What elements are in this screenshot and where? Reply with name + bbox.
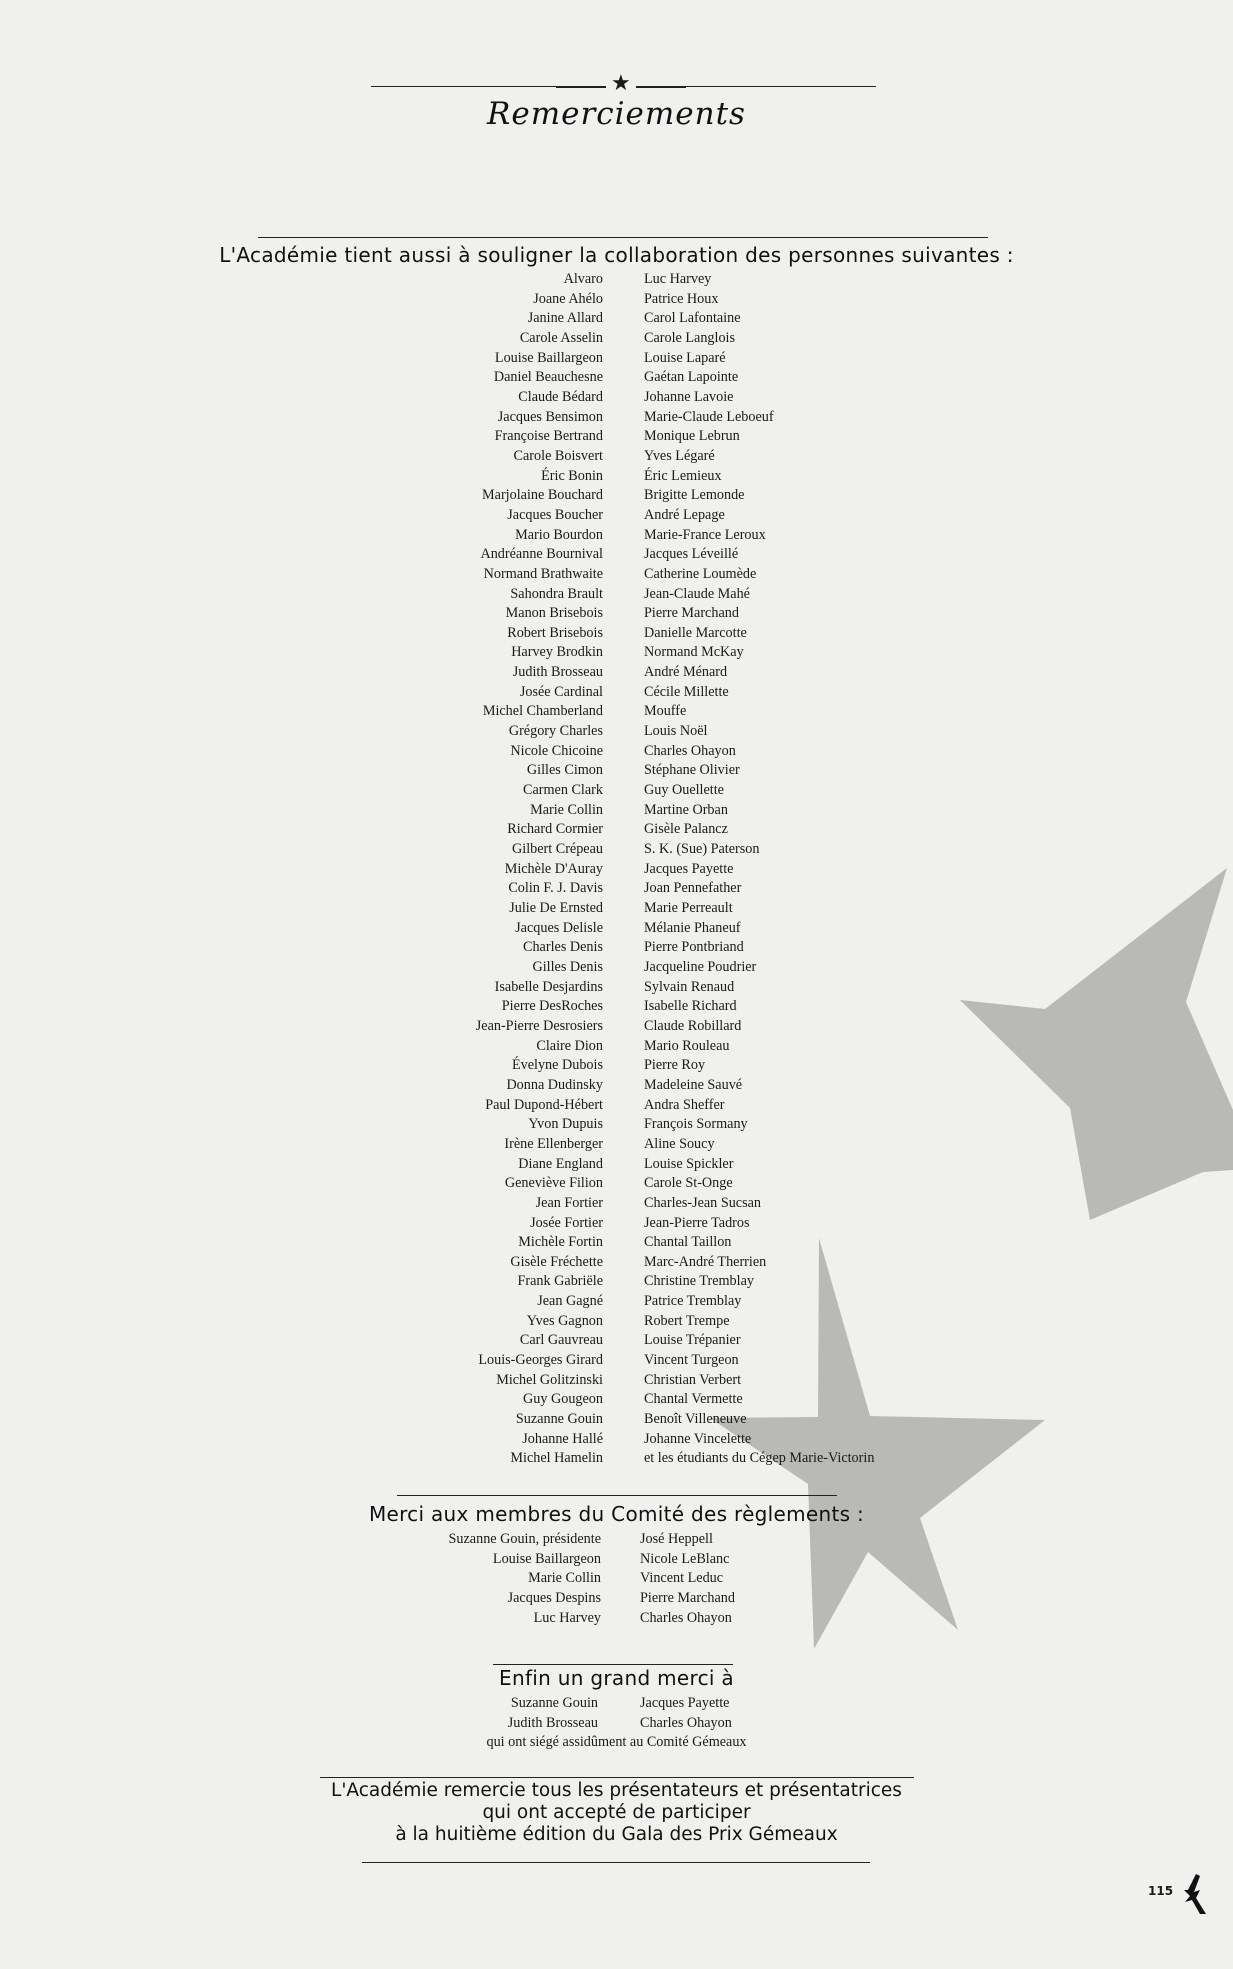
name-entry: Michel Chamberland bbox=[482, 703, 603, 720]
name-entry: Nicole LeBlanc bbox=[640, 1550, 730, 1567]
name-entry: Robert Trempe bbox=[644, 1312, 730, 1329]
name-entry: Marie Perreault bbox=[644, 900, 733, 916]
section-rule-closing bbox=[320, 1777, 914, 1778]
name-entry: Guy Gougeon bbox=[523, 1391, 603, 1408]
name-entry: Louise Baillargeon bbox=[492, 1550, 601, 1567]
star-shape-upper bbox=[960, 868, 1233, 1220]
name-entry: Alvaro bbox=[563, 271, 603, 287]
name-entry: Jacques Payette bbox=[644, 860, 734, 877]
name-entry: Pierre Marchand bbox=[640, 1589, 735, 1606]
final-thanks-heading: Enfin un grand merci à bbox=[499, 1666, 734, 1690]
name-entry: Grégory Charles bbox=[508, 723, 603, 740]
name-entry: Carol Lafontaine bbox=[644, 310, 741, 327]
name-entry: Michèle Fortin bbox=[518, 1234, 603, 1251]
name-entry: Suzanne Gouin bbox=[510, 1695, 598, 1711]
name-entry: Michel Hamelin bbox=[510, 1450, 603, 1467]
title-rule-accent bbox=[556, 86, 606, 88]
name-entry: Louis Noël bbox=[644, 723, 708, 740]
committee-right-column bbox=[640, 1530, 735, 1628]
name-entry: Normand McKay bbox=[644, 644, 744, 661]
name-entry: Suzanne Gouin bbox=[515, 1411, 603, 1428]
section-rule-committee bbox=[397, 1495, 837, 1496]
name-entry: Aline Soucy bbox=[644, 1135, 715, 1152]
name-entry: Colin F. J. Davis bbox=[508, 880, 603, 897]
name-entry: Louis-Georges Girard bbox=[478, 1352, 603, 1369]
name-entry: Pierre DesRoches bbox=[501, 998, 603, 1015]
name-entry: Vincent Turgeon bbox=[644, 1352, 739, 1369]
section-rule-final-thanks bbox=[493, 1664, 733, 1665]
name-entry: Charles Denis bbox=[523, 939, 603, 956]
name-entry: Danielle Marcotte bbox=[644, 624, 747, 641]
name-entry: Sylvain Renaud bbox=[644, 978, 735, 995]
name-entry: Évelyne Dubois bbox=[511, 1057, 603, 1074]
name-entry: Sahondra Brault bbox=[510, 585, 603, 602]
name-entry: Louise Trépanier bbox=[644, 1332, 741, 1349]
name-entry: Marjolaine Bouchard bbox=[482, 487, 603, 504]
name-entry: Éric Lemieux bbox=[644, 467, 722, 484]
name-entry: Judith Brosseau bbox=[507, 1714, 598, 1731]
collaboration-left-column bbox=[476, 270, 603, 1469]
name-entry: Carmen Clark bbox=[523, 782, 603, 799]
section-rule-bottom bbox=[362, 1862, 870, 1863]
name-entry: Richard Cormier bbox=[507, 821, 603, 838]
name-entry: André Ménard bbox=[644, 664, 728, 681]
name-entry: Madeleine Sauvé bbox=[644, 1076, 743, 1093]
name-entry: Judith Brosseau bbox=[512, 664, 603, 681]
name-entry: Isabelle Richard bbox=[644, 998, 737, 1015]
name-entry: Andra Sheffer bbox=[644, 1096, 725, 1113]
name-entry: Jacques Boucher bbox=[507, 506, 603, 523]
section-rule-collaboration bbox=[258, 237, 988, 238]
name-entry: Mario Bourdon bbox=[515, 526, 603, 543]
name-entry: Jacques Bensimon bbox=[497, 408, 603, 425]
name-entry: Cécile Millette bbox=[644, 683, 729, 700]
academy-logo-icon bbox=[1182, 1872, 1208, 1916]
name-entry: Catherine Loumède bbox=[644, 565, 757, 582]
name-entry: Nicole Chicoine bbox=[510, 742, 603, 759]
name-entry: Claire Dion bbox=[536, 1037, 603, 1054]
name-entry: Normand Brathwaite bbox=[483, 565, 603, 582]
name-entry: José Heppell bbox=[640, 1531, 713, 1547]
title-rule-right bbox=[636, 86, 876, 87]
closing-line-3: à la huitième édition du Gala des Prix Gémeaux bbox=[395, 1824, 838, 1845]
name-entry: Pierre Marchand bbox=[644, 605, 739, 622]
name-entry: Johanne Lavoie bbox=[644, 388, 734, 405]
name-entry: Jacques Despins bbox=[507, 1589, 601, 1606]
name-entry: Marie Collin bbox=[530, 801, 603, 818]
name-entry: Jacques Delisle bbox=[515, 919, 603, 936]
closing-message bbox=[0, 1780, 1233, 1846]
name-entry: Marie-Claude Leboeuf bbox=[644, 408, 774, 425]
name-entry: Louise Laparé bbox=[644, 349, 726, 366]
name-entry: Michel Golitzinski bbox=[496, 1371, 603, 1388]
name-entry: Chantal Taillon bbox=[644, 1234, 732, 1251]
name-entry: Carole Boisvert bbox=[513, 447, 603, 464]
name-entry: Donna Dudinsky bbox=[506, 1076, 603, 1093]
star-icon: ★ bbox=[611, 70, 631, 95]
name-entry: Josée Cardinal bbox=[519, 683, 603, 700]
name-entry: Janine Allard bbox=[527, 310, 603, 327]
name-entry: Louise Baillargeon bbox=[494, 349, 603, 366]
name-entry: Gisèle Fréchette bbox=[510, 1253, 603, 1270]
name-entry: Claude Bédard bbox=[518, 388, 603, 405]
name-entry: Diane England bbox=[518, 1155, 603, 1172]
name-entry: Martine Orban bbox=[644, 801, 728, 818]
name-entry: Patrice Tremblay bbox=[644, 1293, 742, 1310]
name-entry: Gilles Denis bbox=[532, 958, 603, 975]
name-entry: Frank Gabriële bbox=[517, 1273, 603, 1290]
name-entry: Chantal Vermette bbox=[644, 1391, 743, 1408]
name-entry: Yves Gagnon bbox=[526, 1312, 603, 1329]
name-entry: Julie De Ernsted bbox=[509, 900, 603, 916]
name-entry: Paul Dupond-Hébert bbox=[485, 1096, 603, 1113]
name-entry: Jacqueline Poudrier bbox=[644, 958, 757, 975]
name-entry: Vincent Leduc bbox=[640, 1570, 724, 1587]
name-entry: Jean-Pierre Tadros bbox=[644, 1214, 750, 1231]
name-entry: Joane Ahélo bbox=[533, 290, 603, 307]
name-entry: Monique Lebrun bbox=[644, 428, 740, 445]
name-entry: et les étudiants du Cégep Marie-Victorin bbox=[644, 1450, 875, 1467]
name-entry: Johanne Hallé bbox=[522, 1430, 603, 1447]
page-title: Remerciements bbox=[487, 96, 746, 132]
name-entry: Pierre Roy bbox=[644, 1057, 706, 1074]
name-entry: Stéphane Olivier bbox=[644, 762, 740, 779]
name-entry: Carole St-Onge bbox=[644, 1175, 733, 1192]
name-entry: Charles Ohayon bbox=[640, 1714, 732, 1731]
name-entry: Joan Pennefather bbox=[644, 880, 742, 897]
name-entry: Éric Bonin bbox=[541, 467, 603, 484]
name-entry: Harvey Brodkin bbox=[511, 644, 603, 661]
name-entry: Isabelle Desjardins bbox=[494, 978, 603, 995]
committee-left-column bbox=[449, 1530, 601, 1628]
name-entry: Pierre Pontbriand bbox=[644, 939, 744, 956]
name-entry: S. K. (Sue) Paterson bbox=[644, 841, 760, 858]
name-entry: Gaétan Lapointe bbox=[644, 369, 739, 386]
name-entry: Suzanne Gouin, présidente bbox=[448, 1531, 601, 1547]
name-entry: Mélanie Phaneuf bbox=[644, 919, 741, 936]
name-entry: Michèle D'Auray bbox=[504, 860, 603, 877]
name-entry: Johanne Vincelette bbox=[644, 1430, 752, 1447]
name-entry: Jean-Pierre Desrosiers bbox=[475, 1017, 603, 1034]
name-entry: Andréanne Bournival bbox=[480, 546, 603, 563]
name-entry: Marie Collin bbox=[528, 1570, 601, 1587]
closing-line-1: L'Académie remercie tous les présentateurs et présentatrices bbox=[331, 1780, 902, 1801]
name-entry: Josée Fortier bbox=[530, 1214, 603, 1231]
name-entry: Patrice Houx bbox=[644, 290, 719, 307]
name-entry: Yvon Dupuis bbox=[528, 1116, 603, 1133]
name-entry: Gilles Cimon bbox=[526, 762, 603, 779]
name-entry: François Sormany bbox=[644, 1116, 748, 1133]
closing-line-2: qui ont accepté de participer bbox=[482, 1802, 751, 1823]
name-entry: Jacques Léveillé bbox=[644, 546, 739, 563]
name-entry: Gisèle Palancz bbox=[644, 821, 728, 838]
name-entry: Brigitte Lemonde bbox=[644, 487, 745, 504]
name-entry: André Lepage bbox=[644, 506, 725, 523]
name-entry: Irène Ellenberger bbox=[504, 1135, 603, 1152]
name-entry: Geneviève Filion bbox=[504, 1175, 603, 1192]
name-entry: Gilbert Crépeau bbox=[512, 841, 603, 858]
name-entry: Marc-André Therrien bbox=[644, 1253, 767, 1270]
name-entry: Luc Harvey bbox=[644, 271, 712, 287]
name-entry: Marie-France Leroux bbox=[644, 526, 766, 543]
name-entry: Louise Spickler bbox=[644, 1155, 734, 1172]
name-entry: Jean Fortier bbox=[535, 1194, 603, 1211]
page-number: 115 bbox=[1148, 1884, 1174, 1898]
name-entry: Françoise Bertrand bbox=[494, 428, 603, 445]
name-entry: Jacques Payette bbox=[640, 1695, 730, 1711]
name-entry: Carole Asselin bbox=[519, 329, 603, 346]
name-entry: Mario Rouleau bbox=[644, 1037, 730, 1054]
name-entry: Christine Tremblay bbox=[644, 1273, 754, 1290]
name-entry: Charles Ohayon bbox=[644, 742, 736, 759]
name-entry: Daniel Beauchesne bbox=[493, 369, 603, 386]
final-thanks-left-column bbox=[508, 1694, 598, 1733]
name-entry: Benoît Villeneuve bbox=[644, 1411, 747, 1428]
name-entry: Christian Verbert bbox=[644, 1371, 742, 1388]
name-entry: Manon Brisebois bbox=[505, 605, 603, 622]
name-entry: Guy Ouellette bbox=[644, 782, 724, 799]
name-entry: Claude Robillard bbox=[644, 1017, 742, 1034]
name-entry: Charles-Jean Sucsan bbox=[644, 1194, 762, 1211]
final-thanks-note: qui ont siégé assidûment au Comité Gémeaux bbox=[486, 1734, 747, 1750]
committee-heading: Merci aux membres du Comité des règlements : bbox=[368, 1502, 865, 1526]
name-entry: Carole Langlois bbox=[644, 329, 736, 346]
name-entry: Mouffe bbox=[644, 703, 687, 720]
collaboration-right-column bbox=[644, 270, 874, 1469]
name-entry: Luc Harvey bbox=[533, 1609, 601, 1626]
final-thanks-right-column bbox=[640, 1694, 732, 1733]
name-entry: Carl Gauvreau bbox=[519, 1332, 603, 1349]
name-entry: Yves Légaré bbox=[644, 447, 715, 464]
name-entry: Robert Brisebois bbox=[507, 624, 603, 641]
name-entry: Charles Ohayon bbox=[640, 1609, 732, 1626]
name-entry: Jean Gagné bbox=[537, 1293, 603, 1310]
name-entry: Jean-Claude Mahé bbox=[644, 585, 750, 602]
collaboration-heading: L'Académie tient aussi à souligner la collaboration des personnes suivantes : bbox=[219, 243, 1014, 267]
